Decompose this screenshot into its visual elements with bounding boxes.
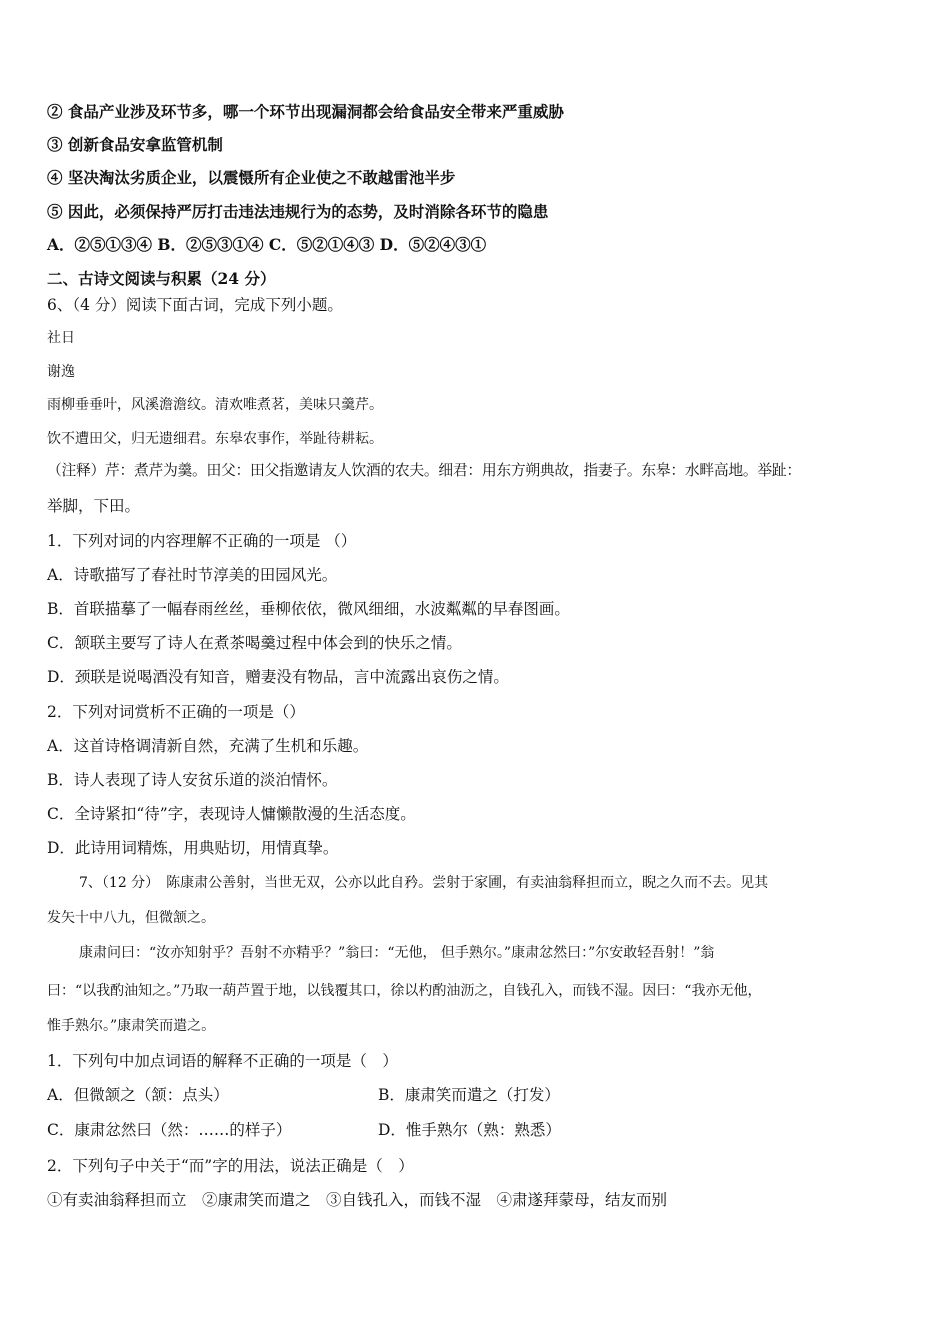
passage-line: 康肃问曰：“汝亦知射乎？吾射不亦精乎？”翁曰：“无他， 但手熟尔。”康肃忿然曰：”尔安敢轻吾射！”翁 xyxy=(79,945,715,961)
option-d: D．惟手熟尔（熟：熟悉） xyxy=(378,1121,561,1139)
poem-author: 谢逸 xyxy=(47,364,75,380)
option-b: B．康肃笑而遣之（打发） xyxy=(378,1086,560,1104)
passage-line: 7、（12 分） 陈康肃公善射，当世无双，公亦以此自矜。尝射于家圃，有卖油翁释担而立，睨之久而不去。见其 xyxy=(79,875,769,891)
question-text: 1．下列对词的内容理解不正确的一项是 （） xyxy=(47,532,357,550)
option-c: C．全诗紧扣“待”字，表现诗人慵懒散漫的生活态度。 xyxy=(47,805,416,823)
passage-line: 惟手熟尔。”康肃笑而遣之。 xyxy=(47,1018,216,1034)
passage-line: 发矢十中八九，但微颔之。 xyxy=(47,910,215,926)
option-b: B．诗人表现了诗人安贫乐道的淡泊情怀。 xyxy=(47,771,338,789)
item-3: ③ 创新食品安拿监管机制 xyxy=(47,135,223,154)
q6-intro: 6、（4 分）阅读下面古词，完成下列小题。 xyxy=(47,296,343,314)
poem-line: 雨柳垂垂叶，风溪澹澹纹。清欢唯煮茗，美味只羹芹。 xyxy=(47,397,383,413)
option-d: D．颈联是说喝酒没有知音，赠妻没有物品，言中流露出哀伤之情。 xyxy=(47,668,509,686)
question-text: 2．下列对词赏析不正确的一项是（） xyxy=(47,703,305,721)
option-a: A．这首诗格调清新自然，充满了生机和乐趣。 xyxy=(47,737,369,755)
option-d: D．此诗用词精炼，用典贴切，用情真挚。 xyxy=(47,839,339,857)
poem-title: 社日 xyxy=(47,330,75,346)
option-c: C．康肃忿然曰（然：……的样子） xyxy=(47,1121,292,1139)
option-row xyxy=(47,1084,910,1106)
note-line: （注释）芹：煮芹为羹。田父：田父指邀请友人饮酒的农夫。细君：用东方朔典故，指妻子。东皋：水畔高地。举趾： xyxy=(47,462,801,479)
option-a: A．诗歌描写了春社时节淳美的田园风光。 xyxy=(47,566,338,584)
section-title: 二、古诗文阅读与积累（24 分） xyxy=(47,269,276,288)
question-text: 2．下列句子中关于“而”字的用法，说法正确是（ ） xyxy=(47,1157,414,1175)
item-5: ⑤ 因此，必须保持严厉打击违法违规行为的态势，及时消除各环节的隐患 xyxy=(47,202,549,221)
item-2: ② 食品产业涉及环节多，哪一个环节出现漏洞都会给食品安全带来严重威胁 xyxy=(47,102,564,121)
poem-line: 饮不遭田父，归无遗细君。东皋农事作，举趾待耕耘。 xyxy=(47,431,383,447)
note-line: 举脚，下田。 xyxy=(47,497,141,515)
question-text: 1．下列句中加点词语的解释不正确的一项是（ ） xyxy=(47,1052,398,1070)
option-b: B．首联描摹了一幅春雨丝丝，垂柳依依，微风细细，水波粼粼的早春图画。 xyxy=(47,600,570,618)
item-4: ④ 坚决淘汰劣质企业，以震慑所有企业使之不敢越雷池半步 xyxy=(47,168,456,187)
sentence-items: ①有卖油翁释担而立 ②康肃笑而遣之 ③自钱孔入，而钱不湿 ④肃遂拜蒙母，结友而别 xyxy=(47,1191,668,1209)
option-c: C．颔联主要写了诗人在煮茶喝羹过程中体会到的快乐之情。 xyxy=(47,634,462,652)
passage-line: 曰：“以我酌油知之。”乃取一葫芦置于地，以钱覆其口，徐以杓酌油沥之，自钱孔入，而钱不湿。因曰：“我亦无他， xyxy=(47,983,762,999)
option-a: A．但微颔之（颔：点头） xyxy=(47,1086,229,1104)
q5-options: A．②⑤①③④ B．②⑤③①④ C．⑤②①④③ D．⑤②④③① xyxy=(47,235,487,254)
option-row xyxy=(47,1119,910,1141)
